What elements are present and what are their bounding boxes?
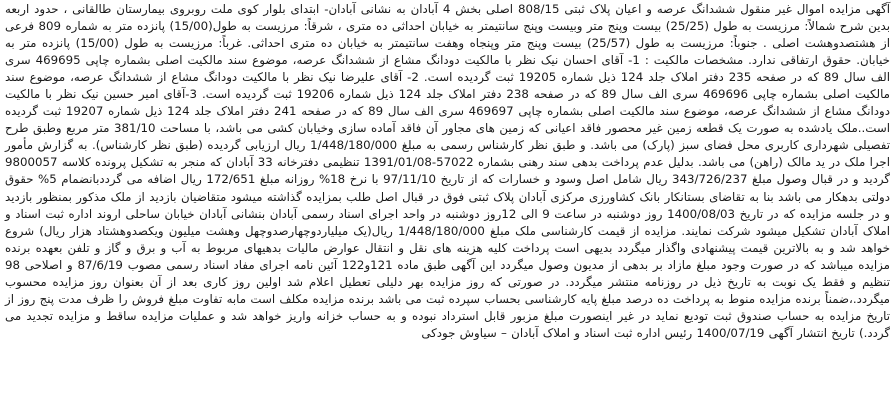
auction-notice-text: آگهی مزایده اموال غیر منقول ششدانگ عرصه و اعیان پلاک ثبتی 808/15 اصلی بخش 4 آبادان به نشانی آبادان- ابتدای بلوار کوی ملت روبروی بیمارستان طالقانی ، حدود اربعه بدین شرح شمالاً: مرزیست به طول (25/25) بیست وپنج متر وبیست وپنج سانتیمتر به خیابان احداثی ده متری ، شرقاً: مرزیست به طول(15/00) پانزده متر به شماره 809 فرعی از هشتصدوهشت اصلی . جنوباً: مرزیست به طول (25/57) بیست وپنج متر وپنجاه وهفت سانتیمتر به خیابان ده متری احداثی. غرباً: مرزیست به طول (15/00) پانزده متر به خیابان. حقوق ارتفاقی ندارد. مشخصات مالکیت : 1- آقای احسان نیک نظر با مالکیت دودانگ مشاع از ششدانگ عرصه، موضوع سند مالکیت اصلی بشماره چاپی 469695 سری الف سال 89 که در صفحه 235 دفتر املاک جلد 124 ذیل شماره 19205 ثبت گردیده است. 2- آقای علیرضا نیک نظر با مالکیت دودانگ مشاع از ششدانگ عرصه، موضوع سند مالکیت اصلی بشماره چاپی 469696 سری الف سال 89 که در صفحه 238 دفتر املاک جلد 124 ذیل شماره 19206 ثبت گردیده است. 3-آقای امیر حسین نیک نظر با مالکیت دودانگ مشاع از ششدانگ عرصه، موضوع سند مالکیت اصلی بشماره چاپی 469697 سری الف سال 89 که در صفحه 241 دفتر املاک جلد 124 ذیل شماره 19207 ثبت گردیده است..ملک یادشده به صورت یک قطعه زمین غیر محصور فاقد اعیانی که زمین های مجاور آن فاقد آماده سازی وخیابان کشی می باشد، با مساحت 381/10 متر مربع وطبق طرح تفصیلی شهرداری کاربری محل فضای سبز (پارک) می باشد. و طبق نظر کارشناس رسمی به مبلغ 1/448/180/000 ریال ارزیابی گردیده (طبق نظر کارشناس). به گزارش مأمور اجرا ملک در ید مالک (راهن) می باشد. بدلیل عدم پرداخت بدهی سند رهنی بشماره 57022-1391/01/08 تنظیمی دفترخانه 33 آبادان که منجر به تشکیل پرونده کلاسه 9800057 گردید و در قبال وصول مبلغ 343/726/237 ریال شامل اصل وسود و خسارات که از تاریخ 97/11/10 با نرخ 18% روزانه مبلغ 172/651 ریال اضافه می گرددبانضمام 5% حقوق دولتی بدهکار می باشد بنا به تقاضای بستانکار بانک کشاورزی مرکزی آبادان پلاک ثبتی فوق در قبال اصل طلب بمزایده گذاشته میشود متقاضیان بازدید از ملک مذکور بمنظور بازدید و در جلسه مزایده که در تاریخ 1400/08/03 روز دوشنبه در ساعت 9 الی 12روز دوشنبه در واحد اجرای اسناد رسمی آبادان بنشانی آبادان خیابان ساحلی اروند اداره ثبت اسناد و املاک آبادان تشکیل میشود شرکت نمایند. مزایده از قیمت کارشناسی ملک مبلغ 1/448/180/000 ریال(یک میلیاردوچهارصدوچهل وهشت میلیون ویکصدوهشتاد هزار ریال) شروع خواهد شد و به بالاترین قیمت پیشنهادی واگذار میگردد بدیهی است پرداخت کلیه هزینه های نقل و انتقال عوارض مالیات بدهیهای مربوط به آب و برق و گاز و تلفن بعهده برنده مزایده میباشد که در صورت وجود مبلغ مازاد بر بدهی از مدیون وصول میگردد این آگهی طبق ماده 121و122 آئین نامه اجرای مفاد اسناد رسمی مصوب 87/6/19 و اصلاحی 98 تنظیم و فقط یک نوبت به تاریخ ذیل در روزنامه منتشر میگردد. در صورتی که روز مزایده بهر دلیلی تعطیل اعلام شد اولین روز کاری بعد از آن بعنوان روز مزایده محسوب میگردد.،ضمناً برنده مزایده منوط به پرداخت ده درصد مبلغ پایه کارشناسی بحساب سپرده ثبت می باشد برنده مزایده مکلف است مابه تفاوت مبلغ فروش را ظرف مدت پنج روز از تاریخ مزایده به حساب صندوق ثبت تودیع نماید در غیر اینصورت مبلغ مزبور قابل استرداد نبوده و به حساب خزانه واریز خواهد شد و عملیات مزایده ساقط و مزایده تجدید می گردد.) تاریخ انتشار آگهی 1400/07/19 رئیس اداره ثبت اسناد و املاک آبادان – سیاوش جودکی	[5, 2, 891, 340]
